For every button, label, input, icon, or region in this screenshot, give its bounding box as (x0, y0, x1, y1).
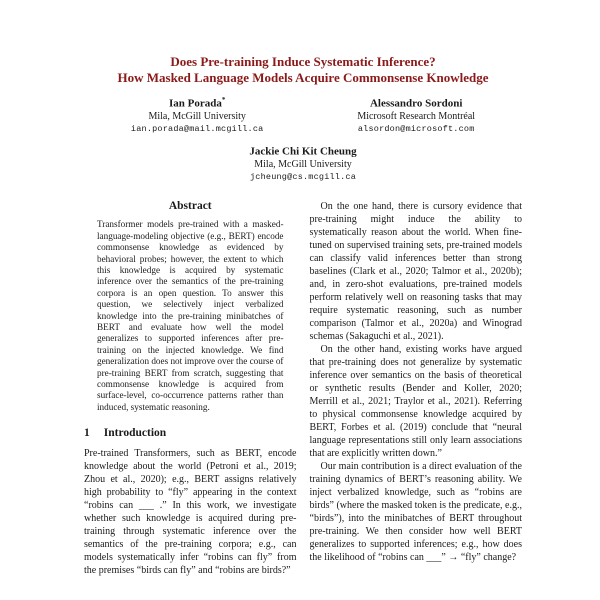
author-affiliation: Mila, McGill University (148, 110, 246, 122)
author-name (357, 94, 475, 111)
paper-title-line1: Does Pre-training Induce Systematic Inference? (170, 54, 436, 69)
author-name-text: Jackie Chi Kit Cheung (249, 145, 357, 158)
authors-row (84, 94, 522, 135)
author-name (84, 142, 522, 159)
author-name-text: Alessandro Sordoni (369, 97, 463, 110)
paper-title-line2: How Masked Language Models Acquire Commonsense Knowledge (117, 69, 489, 85)
author-affiliation: Mila, McGill University (254, 158, 352, 170)
section-heading-introduction (84, 427, 297, 439)
author-footnote-mark: * (221, 96, 226, 104)
right-column (310, 200, 523, 577)
intro-paragraph-1: Pre-trained Transformers, such as BERT, encode knowledge about the world (Petroni et al., 2019; Zhou et al., 2020); e.g., BERT assigns relatively high probability to “fly” appearing in the context “robins can ___ .” In this work, we investigate whether such knowledge is acquired during pre-training through systematic inference over the semantics of the pre-training corpora; e.g., can models systematically infer “robins can fly” from the premises “birds can fly” and “robins are birds?” (84, 448, 297, 577)
author-block-sordoni (357, 94, 475, 135)
author-name-text: Ian Porada (169, 97, 222, 110)
author-block-porada (131, 94, 264, 135)
right-paragraph-2: On the other hand, existing works have argued that pre-training does not generalize by systematic inference over semantics on the basis of theoretical or synthetic results (Bender and Koller, 2020; Merrill et al., 2021; Traylor et al., 2021). Referring to physical commonsense knowledge acquired by BERT, Forbes et al. (2019) conclude that “neural language representations still only learn associations that are explicitly written down.” (309, 344, 522, 460)
right-paragraph-3: Our main contribution is a direct evaluation of the training dynamics of BERT’s reasoning ability. We inject verbalized knowledge, such as “robins are birds” (where the masked token is the predicate, e.g., “birds”), into the minibatches of BERT throughout pre-training. We then consider how well BERT generalizes to supported inferences; e.g., how does the likelihood of “robins can ___” → “fly” change? (309, 461, 522, 564)
abstract-heading: Abstract (168, 200, 212, 213)
abstract-text: Transformer models pre-trained with a masked-language-modeling objective (e.g., BERT) encode commonsense knowledge as evidenced by behavioral probes; however, the extent to which this knowledge is acquired by systematic inference over the semantics of the pre-training corpora is an open question. To answer this question, we selectively inject verbalized knowledge into the pre-training minibatches of BERT and evaluate how well the model generalizes to supported inferences after pre-training on the injected knowledge. We find generalization does not improve over the course of pre-training BERT from scratch, suggesting that commonsense knowledge is acquired from surface-level, co-occurrence patterns rather than induced, systematic reasoning. (97, 219, 284, 412)
author-affiliation: Microsoft Research Montréal (357, 110, 476, 122)
author-name (131, 94, 264, 111)
author-email: jcheung@cs.mcgill.ca (249, 172, 357, 183)
left-column (84, 200, 297, 577)
author-email: alsordon@microsoft.com (357, 124, 475, 135)
abstract-section (84, 200, 297, 413)
author-block-cheung (84, 142, 522, 183)
paper-title (84, 54, 522, 85)
section-title: Introduction (103, 427, 167, 440)
two-column-body (84, 200, 522, 577)
author-email: ian.porada@mail.mcgill.ca (130, 124, 264, 135)
section-number: 1 (84, 427, 90, 440)
right-paragraph-1: On the one hand, there is cursory evidence that pre-training might induce the ability to systematically reason about the world. When fine-tuned on supervised training sets, pre-trained models can classify valid inferences better than strong baselines (Clark et al., 2020; Talmor et al., 2020b); and, in zero-shot evaluations, pre-trained models perform relatively well on reasoning tasks that may require systematic reasoning, such as number comparison (Talmor et al., 2020a) and Winograd schemas (Sakaguchi et al., 2021). (309, 201, 522, 343)
